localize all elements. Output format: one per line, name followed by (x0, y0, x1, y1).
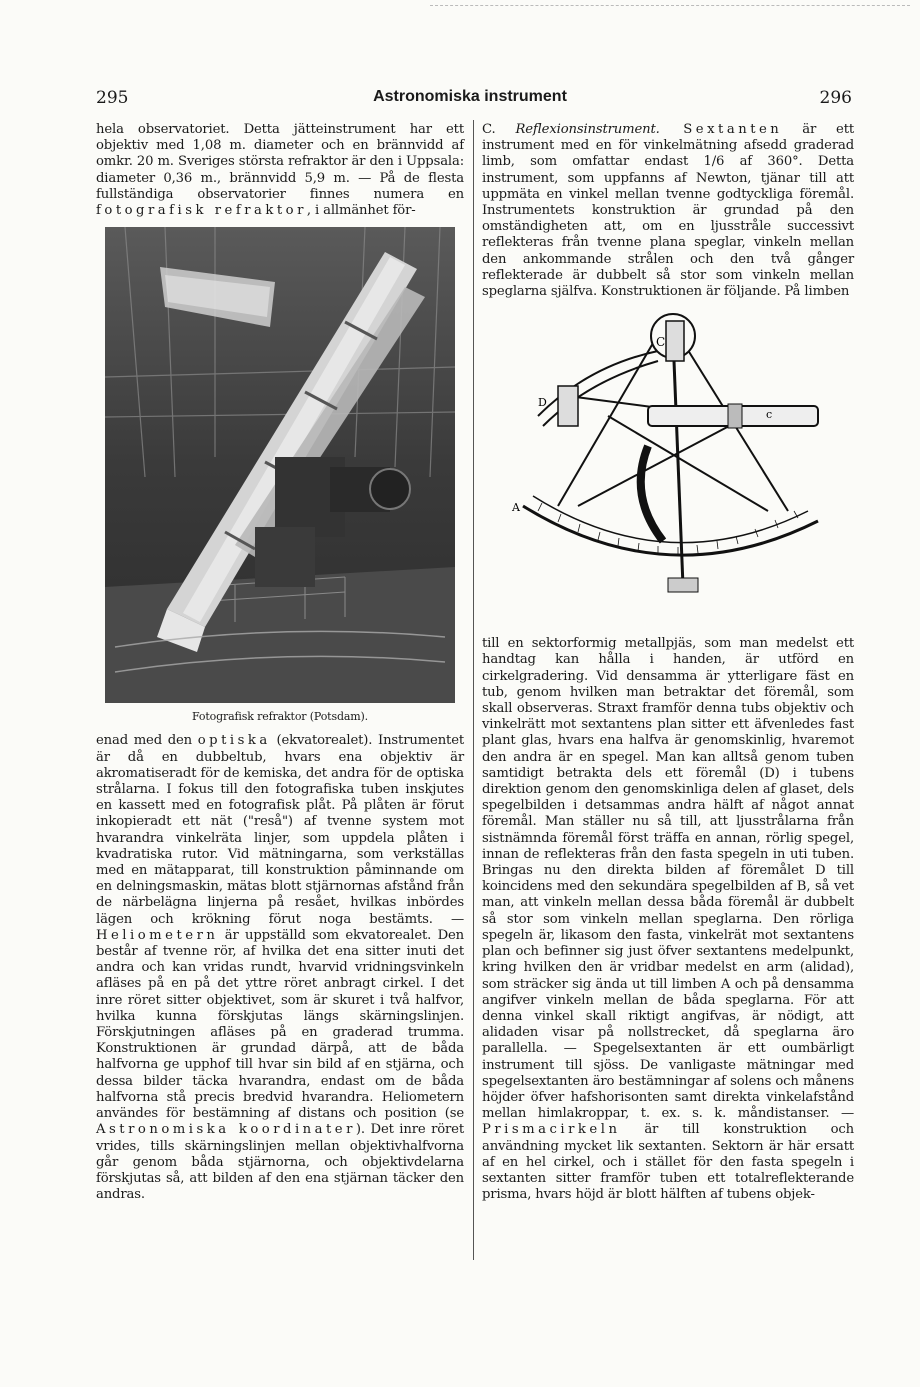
column-divider (473, 120, 474, 1260)
sextant-label-d: D (538, 396, 547, 410)
right-paragraph-1: C. Reflexionsinstrument. Sextanten är ett instrument med en för vinkelmätning afsedd graderad limb, som omfattar endast 1/6 af 360°. Detta instrument, som uppfanns af Newton, tjänar till att uppmäta en vinkel mellan tvenne godtyckliga föremål. Instrumentets konstruktion är grundad på den omständigheten att, om en ljusstråle successivt reflekteras från tvenne plana speglar, vinkeln mellan den ankommande strålen och den två gånger reflekterade är dubbelt så stor som vinkeln mellan speglarna själfva. Konstruktionen är följande. På limben (482, 122, 854, 300)
left-paragraph-1: hela observatoriet. Detta jätteinstrument har ett objektiv med 1,08 m. diameter och en brännvidd af omkr. 20 m. Sveriges största refraktor är den i Uppsala: diameter 0,36 m., brännvidd 5,9 m. — På de flesta fullständiga observatorier finnes numera en fotografisk refraktor, i allmänhet för- (96, 122, 464, 219)
left-paragraph-2: enad med den optiska (ekvatorealet). Instrumentet är då en dubbeltub, hvars ena objektiv är akromatiseradt för de kemiska, det andra för de optiska strålarna. I fokus till den fotografiska tuben inskjutes en kassett med en fotografisk plåt. På plåten är förut inkopieradt ett nät ("reså") af tvenne system mot hvarandra vinkelräta linjer, som uppdela plåten i kvadratiska rutor. Vid mätningarna, som verkställas med en mätapparat, till konstruktion påminnande om en delningsmaskin, mätas blott stjärnornas afstånd från de närbelägna linjerna på resået, hvilkas inbördes lägen och krökning förut noga bestämts. — Heliometern är uppställd som ekvatorealet. Den består af tvenne rör, af hvilka det ena sitter inuti det andra och kan vridas rundt, hvarvid vridningsvinkeln afläses på en på det yttre röret anbragt cirkel. I det inre röret sitter objektivet, som är skuret i två halfvor, hvilka kunna förskjutas längs skärningslinjen. Förskjutningen afläses på en graderad trumma. Konstruktionen är grundad därpå, att de båda halfvorna ge upphof till hvar sin bild af en stjärna, och dessa bilder täcka hvarandra, endast om de båda halfvorna stå precis bredvid hvarandra. Heliometern användes för bestämning af distans och position (se Astronomiska koordinater). Det inre röret vrides, tills skärningslinjen mellan objektivhalfvorna går genom båda stjärnorna, och objektivdelarna förskjutas så, att bilden af den ena stjärnan täcker den andras. (96, 733, 465, 1203)
sextant-label-c-lower: c (766, 408, 773, 422)
page-header (88, 88, 852, 112)
running-title: Astronomiska instrument (373, 88, 567, 105)
right-column (482, 122, 854, 1203)
page-number-right: 296 (819, 88, 852, 108)
figure-caption: Fotografisk refraktor (Potsdam). (191, 710, 369, 724)
telescope-figure (96, 227, 464, 725)
telescope-photo (105, 227, 455, 703)
scan-artifact-line (430, 5, 910, 7)
sextant-label-a: A (512, 501, 520, 515)
right-paragraph-2: till en sektorformig metallpjäs, som man medelst ett handtag kan hålla i handen, är utförd en cirkelgradering. Vid densamma är ytterligare fäst en tub, genom hvilken man betraktar det föremål, som skall observeras. Straxt framför denna tubs objektiv och vinkelrätt mot sextantens plan sitter ett äfvenledes fast plant glas, hvars ena halfva är genomskinlig, hvaremot den andra är en spegel. Man kan alltså genom tuben samtidigt betrakta dels ett föremål (D) i tubens direktion genom den genomskinliga delen af glaset, dels spegelbilden i detsammas andra hälft af något annat föremål. Man ställer nu så till, att ljusstrålarna från sistnämnda föremål först träffa en annan, rörlig spegel, innan de reflekteras från den fasta spegeln in uti tuben. Bringas nu den direkta bilden af föremålet D till koincidens med den sekundära spegelbilden af B, så vet man, att vinkeln mellan dessa båda föremål är dubbelt så stor som vinkeln mellan speglarna. Den rörliga spegeln är, likasom den fasta, vinkelrät mot sextantens plan och befinner sig just öfver sextantens medelpunkt, kring hvilken den är vridbar medelst en arm (alidad), som sträcker sig ända ut till limben A och på densamma angifver vinkeln mellan de båda speglarna. För att denna vinkel skall riktigt angifvas, är nödigt, att alidaden visar på nollstrecket, då speglarna äro parallella. — Spegelsextanten är ett oumbärligt instrument till sjöss. De vanligaste mätningar med spegelsextanten äro bestämningar af solens och månens höjder öfver hafshorisonten samt direkta vinkelafstånd mellan himlakroppar, t. ex. s. k. måndistanser. — Prismacirkeln är till konstruktion och användning mycket lik sextanten. Sektorn är här ersatt af en hel cirkel, och i stället för den fasta spegeln i sextanten sitter framför tuben ett totalreflekterande prisma, hvars höjd är blott hälften af tubens objek- (482, 636, 854, 1203)
left-column (96, 122, 464, 1203)
page-number-left: 295 (96, 88, 129, 108)
sextant-illustration (498, 306, 838, 628)
sextant-label-c-upper: C (656, 335, 666, 350)
